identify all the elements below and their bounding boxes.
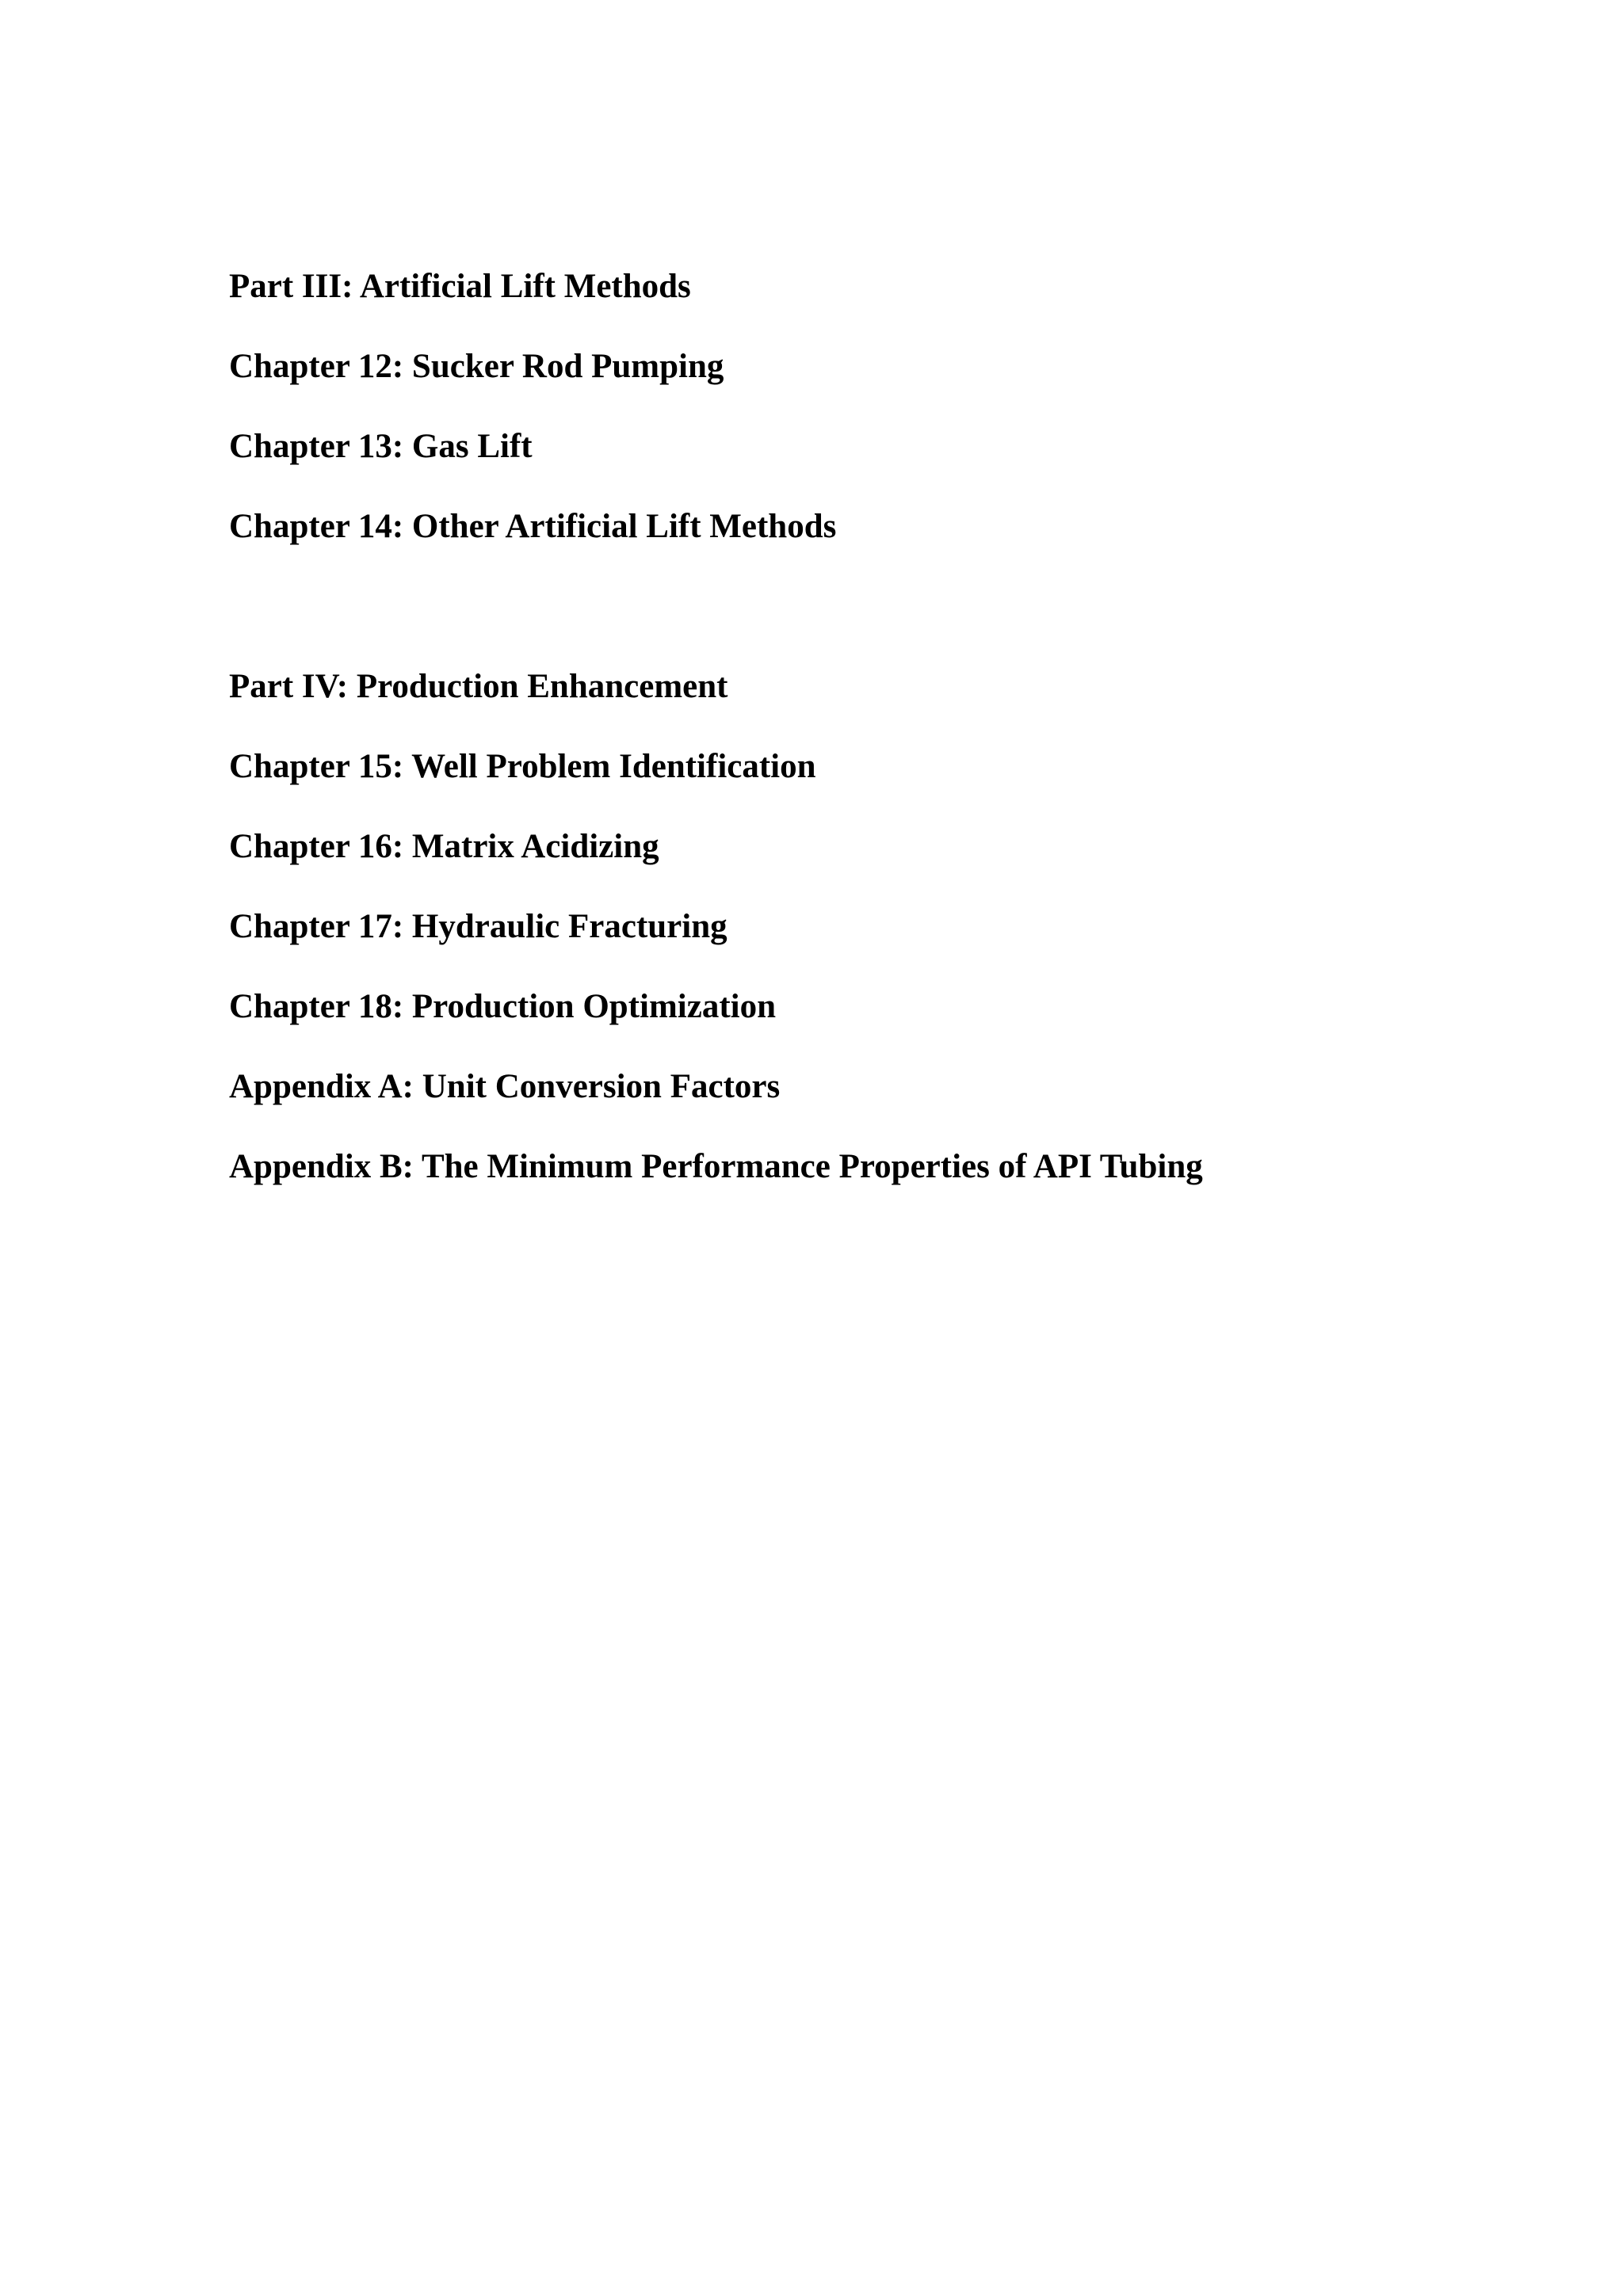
toc-entry-chapter-17: Chapter 17: Hydraulic Fracturing xyxy=(229,908,727,945)
toc-entry-appendix-a: Appendix A: Unit Conversion Factors xyxy=(229,1068,781,1105)
part-iv-heading: Part IV: Production Enhancement xyxy=(229,668,728,705)
toc-entry-chapter-13: Chapter 13: Gas Lift xyxy=(229,428,533,465)
toc-entry-chapter-12: Chapter 12: Sucker Rod Pumping xyxy=(229,348,724,385)
toc-entry-chapter-18: Chapter 18: Production Optimization xyxy=(229,988,776,1025)
toc-entry-chapter-16: Chapter 16: Matrix Acidizing xyxy=(229,828,659,865)
toc-entry-appendix-b: Appendix B: The Minimum Performance Properties of API Tubing xyxy=(229,1148,1203,1185)
part-iii-heading: Part III: Artificial Lift Methods xyxy=(229,268,691,305)
toc-entry-chapter-15: Chapter 15: Well Problem Identification xyxy=(229,748,816,785)
toc-entry-chapter-14: Chapter 14: Other Artificial Lift Methods xyxy=(229,508,837,545)
